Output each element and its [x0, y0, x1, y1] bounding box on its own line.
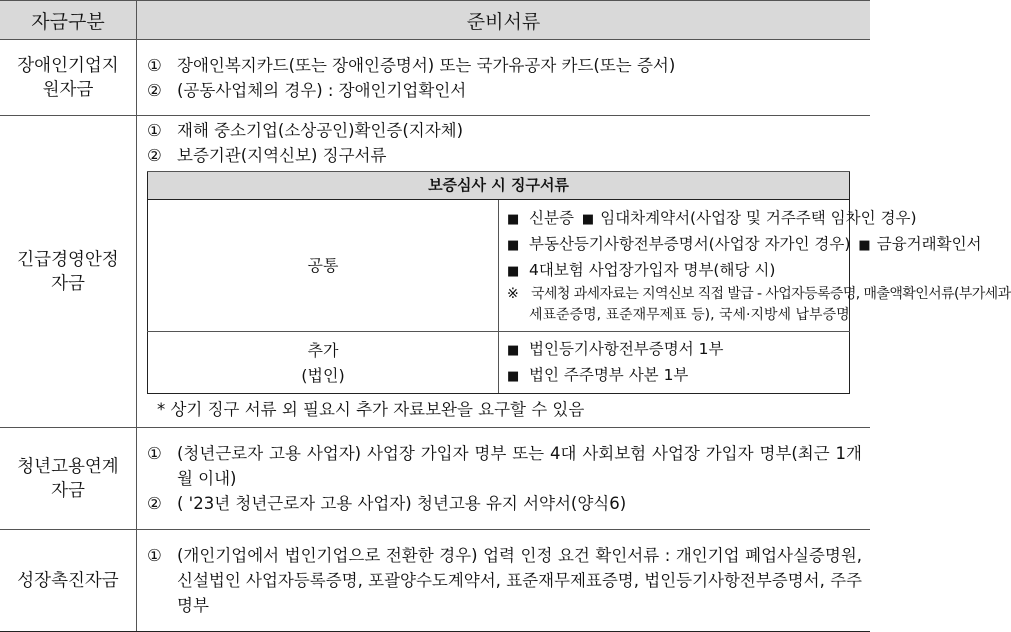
item-text: 법인등기사항전부증명서 1부 [529, 339, 724, 358]
table-row [0, 428, 870, 530]
list-item [147, 491, 862, 516]
square-bullet-icon: ■ [507, 237, 520, 253]
tax-note-continued: 세표준증명, 표준재무제표 등), 국세·지방세 납부증명 [529, 306, 850, 323]
circled-number: ② [147, 494, 162, 513]
fund-category [0, 530, 137, 632]
common-documents [499, 200, 1011, 332]
circled-number: ① [147, 546, 162, 565]
item-text: (청년근로자 고용 사업자) 사업장 가입자 명부 또는 4대 사회보험 사업장 가입자 명부(최근 1개월 이내) [177, 444, 862, 488]
list-item [147, 543, 862, 618]
list-item [507, 258, 845, 284]
item-text: 임대차계약서(사업장 및 거주주택 임차인 경우) [600, 208, 917, 227]
list-item [507, 206, 917, 232]
fund-category [0, 116, 137, 428]
square-bullet-icon: ■ [507, 263, 520, 279]
list-item [147, 53, 862, 78]
circled-number: ① [147, 121, 162, 140]
square-bullet-icon: ■ [858, 237, 871, 253]
item-text: 보증기관(지역신보) 징구서류 [177, 146, 387, 165]
document-list [137, 530, 871, 632]
header-documents: 준비서류 [137, 1, 871, 40]
category-line: 장애인기업지 [17, 55, 119, 76]
category-line: 성장촉진자금 [17, 570, 119, 591]
fund-category [0, 40, 137, 116]
table-row [148, 332, 850, 394]
category-line: 청년고용연계 [17, 456, 119, 477]
list-item [147, 441, 862, 491]
item-text: (공동사업체의 경우) : 장애인기업확인서 [177, 80, 467, 100]
note-text: 국세청 과세자료는 지역신보 직접 발급 - 사업자등록증명, 매출액확인서류(부가세과 [531, 285, 1011, 302]
table-row [0, 40, 870, 116]
label-line: 추가 [307, 340, 339, 360]
table-row [0, 530, 870, 632]
item-text: (개인기업에서 법인기업으로 전환한 경우) 업력 인정 요건 확인서류 : 개인기업 폐업사실증명원, 신설법인 사업자등록증명, 포괄양수도계약서, 표준재무제표증명, 법인등기사항전부증명서, 주주명부 [177, 546, 862, 615]
list-item [147, 143, 862, 168]
list-item [147, 78, 862, 103]
header-category: 자금구분 [0, 1, 137, 40]
item-text: 장애인복지카드(또는 장애인증명서) 또는 국가유공자 카드(또는 증서) [177, 55, 676, 75]
common-label: 공통 [148, 200, 499, 332]
item-text: 재해 중소기업(소상공인)확인증(지자체) [177, 121, 464, 140]
square-bullet-icon: ■ [581, 211, 595, 227]
table-row [148, 200, 850, 332]
circled-number: ② [147, 80, 162, 100]
list-item [507, 337, 845, 363]
square-bullet-icon: ■ [507, 211, 520, 227]
circled-number: ② [147, 146, 162, 165]
tax-note [507, 284, 1011, 305]
category-line: 원자금 [42, 79, 94, 100]
item-text: 4대보험 사업장가입자 명부(해당 시) [529, 260, 776, 279]
document-list [137, 40, 871, 116]
document-list [137, 428, 871, 530]
category-line: 자금 [51, 480, 85, 501]
item-text: 법인 주주명부 사본 1부 [529, 365, 689, 384]
supplementary-note: * 상기 징구 서류 외 필요시 추가 자료보완을 요구할 수 있음 [157, 400, 585, 419]
item-text: ( '23년 청년근로자 고용 사업자) 청년고용 유지 서약서(양식6) [177, 494, 627, 513]
document-list [137, 116, 1011, 428]
item-text: 부동산등기사항전부증명서(사업장 자가인 경우) [529, 234, 851, 253]
list-item [507, 363, 845, 389]
label-line: (법인) [301, 365, 345, 385]
square-bullet-icon: ■ [507, 368, 520, 384]
circled-number: ① [147, 444, 162, 463]
list-item [507, 232, 982, 258]
item-text: 금융거래확인서 [876, 234, 982, 253]
fund-category [0, 428, 137, 530]
square-bullet-icon: ■ [507, 342, 520, 358]
additional-documents [499, 332, 850, 394]
header-row [0, 1, 870, 40]
category-line: 긴급경영안정 [17, 249, 119, 270]
category-line: 자금 [51, 273, 85, 294]
list-item [147, 118, 862, 143]
item-text: 신분증 [529, 208, 574, 227]
circled-number: ① [147, 55, 162, 75]
guarantee-table-title: 보증심사 시 징구서류 [148, 172, 850, 200]
guarantee-documents-table [147, 171, 1011, 394]
reference-mark-icon: ※ [507, 285, 519, 302]
additional-label [148, 332, 499, 394]
table-row [0, 116, 870, 428]
